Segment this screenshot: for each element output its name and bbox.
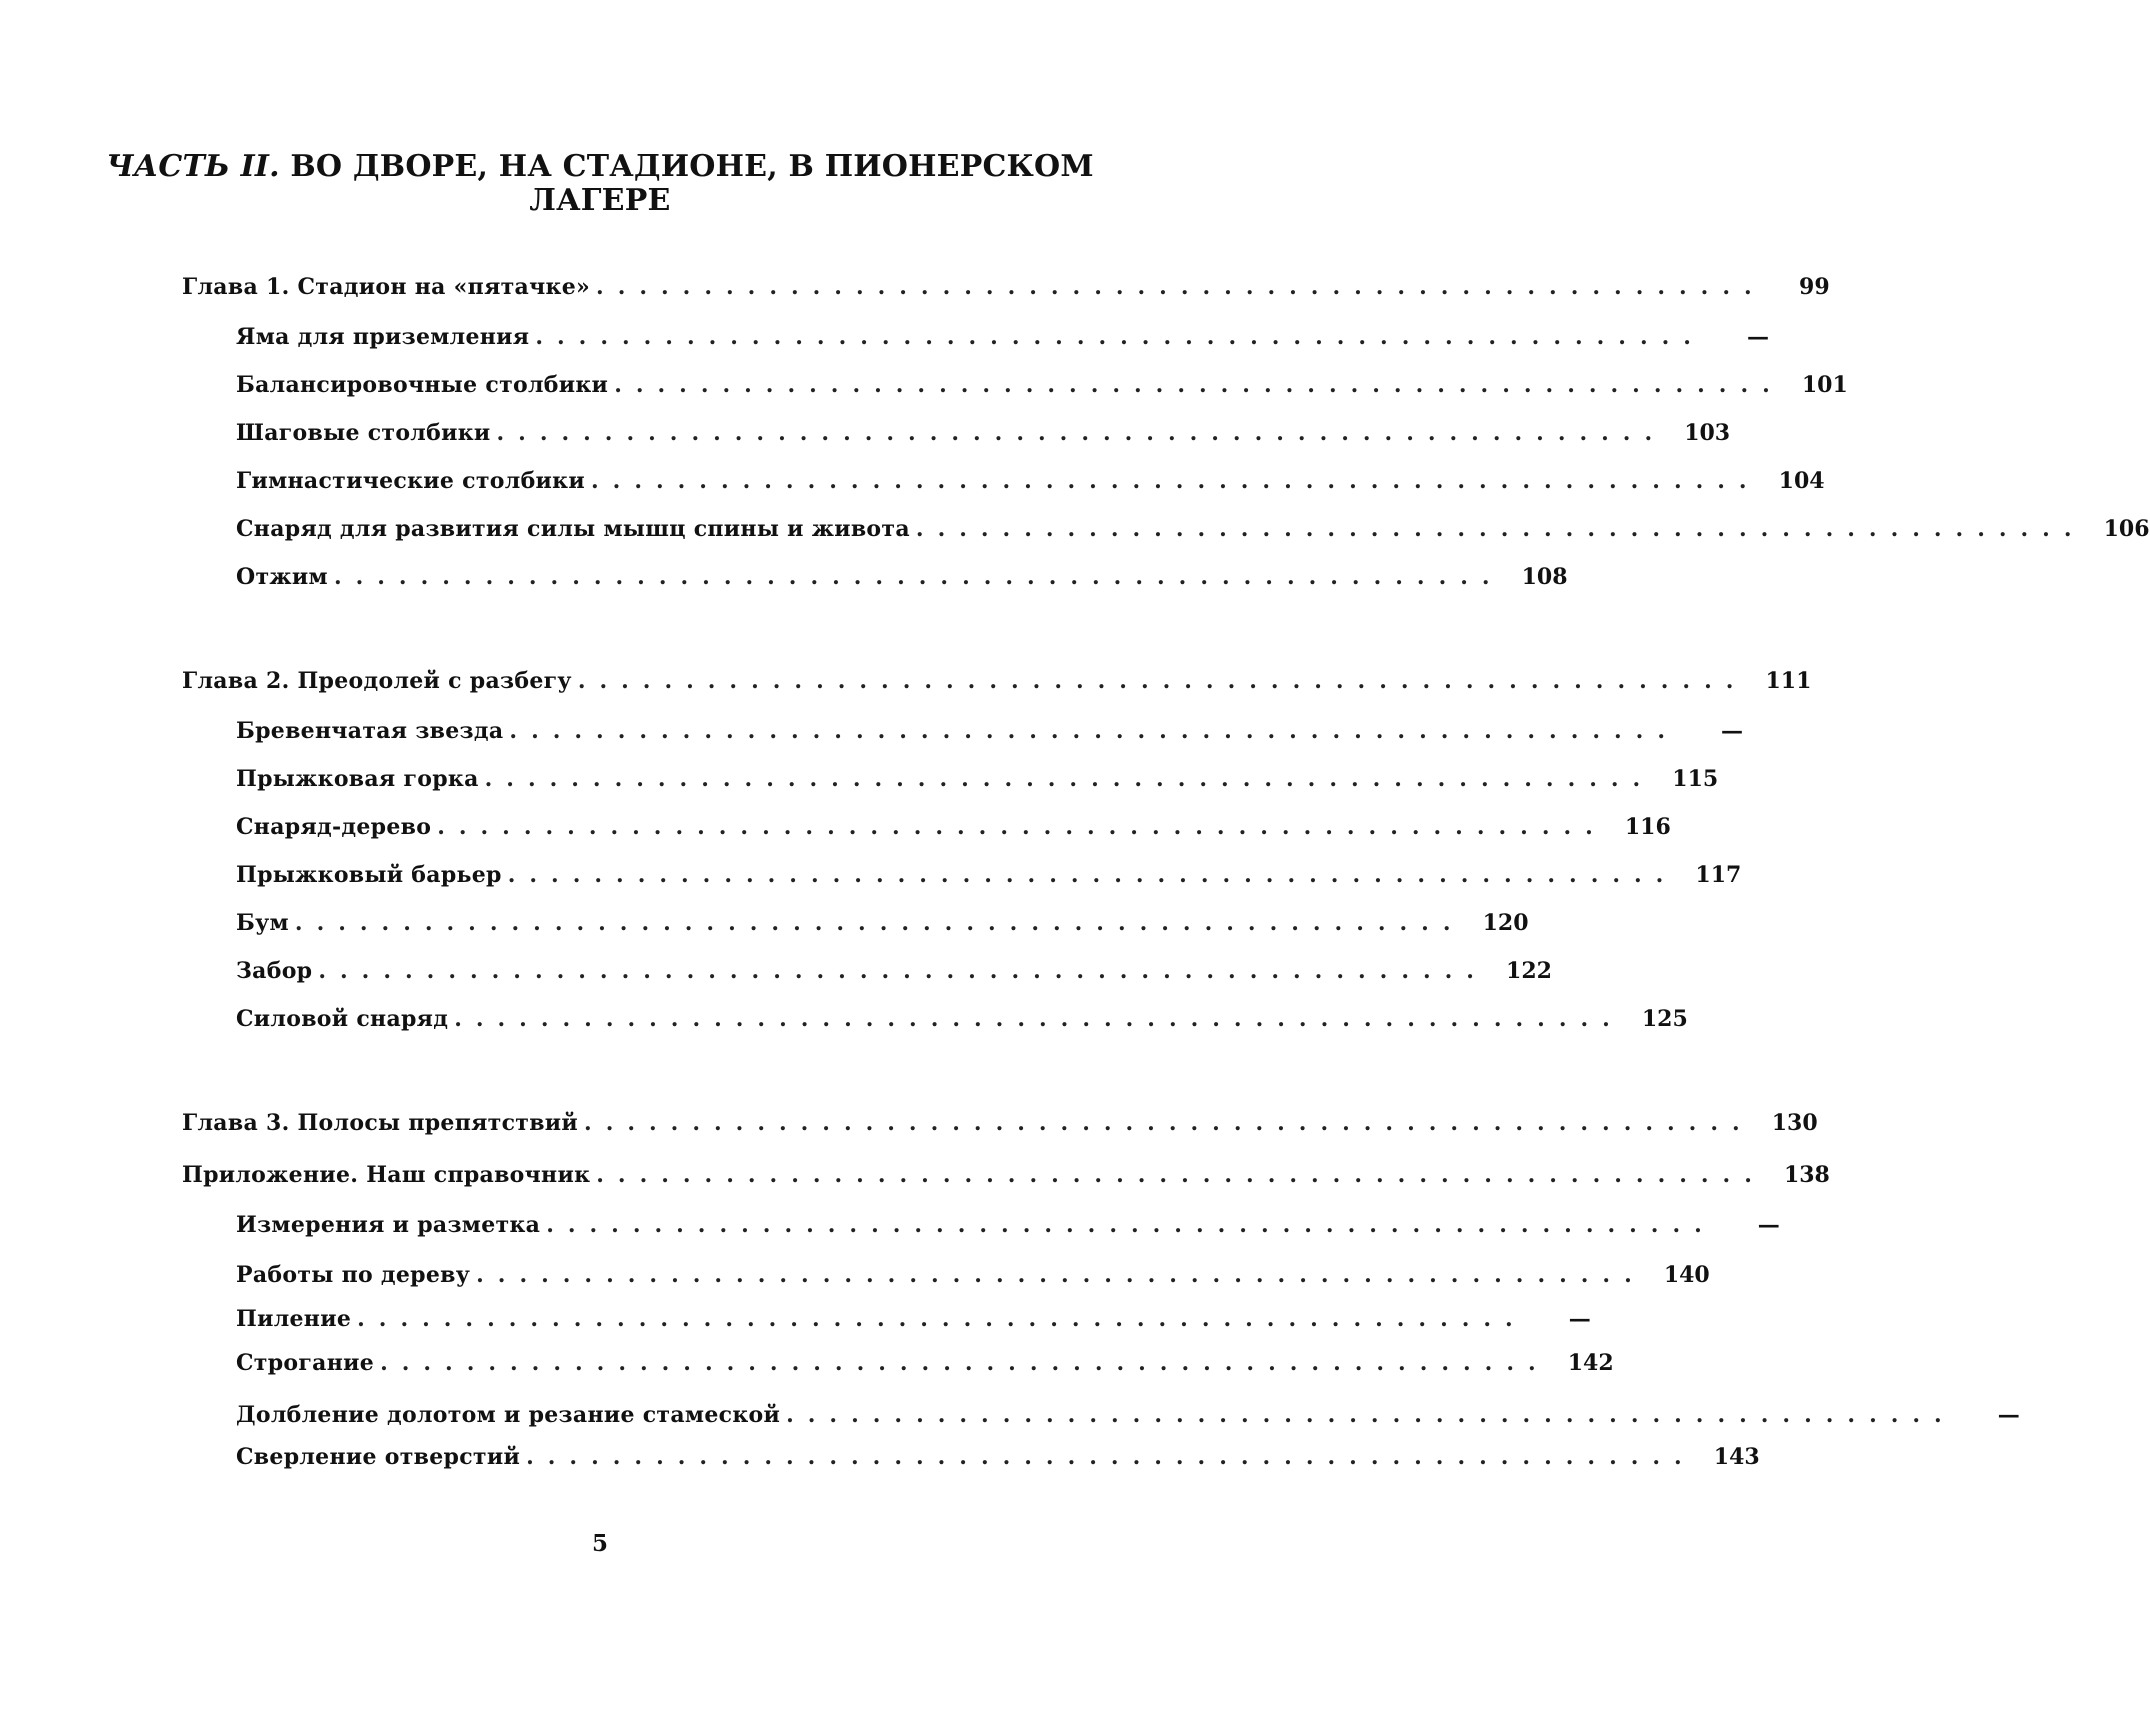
toc-entry[interactable] <box>236 1348 1614 1378</box>
toc-label: Глава 1. Стадион на «пятачке» <box>182 274 591 300</box>
toc-leader-dots: ...................................................... <box>509 718 1680 744</box>
toc-entry[interactable] <box>236 860 1742 890</box>
page-number: 5 <box>591 1530 608 1557</box>
toc-label: Гимнастические столбики <box>236 468 585 494</box>
toc-entry[interactable] <box>236 716 1744 746</box>
toc-leader-dots: ...................................................... <box>786 1402 1956 1428</box>
toc-label: Измерения и разметка <box>236 1212 541 1238</box>
toc-page: 108 <box>1521 564 1568 590</box>
toc-entry[interactable] <box>236 764 1719 794</box>
toc-leader-dots: ...................................................... <box>614 372 1784 398</box>
toc-entry[interactable] <box>236 514 2150 544</box>
toc-label: Глава 2. Преодолей с разбегу <box>182 668 572 694</box>
toc-page: 111 <box>1765 668 1812 694</box>
toc-label: Отжим <box>236 564 328 590</box>
toc-page: — <box>1568 1306 1591 1332</box>
toc-label: Строгание <box>236 1350 375 1376</box>
toc-page: — <box>1746 324 1769 350</box>
toc-label: Снаряд-дерево <box>236 814 432 840</box>
toc-leader-dots: ...................................................... <box>476 1262 1646 1288</box>
toc-page: 140 <box>1663 1262 1710 1288</box>
toc-entry[interactable] <box>236 562 1568 592</box>
toc-page: 117 <box>1695 862 1742 888</box>
toc-chapter-3[interactable] <box>182 1108 1818 1138</box>
toc-leader-dots: ...................................................... <box>437 814 1607 840</box>
toc-appendix[interactable] <box>182 1160 1830 1190</box>
toc-label: Долбление долотом и резание стамеской <box>236 1402 781 1428</box>
toc-entry[interactable] <box>236 322 1769 352</box>
toc-leader-dots: ...................................................... <box>380 1350 1550 1376</box>
toc-entry[interactable] <box>236 1442 1760 1472</box>
toc-label: Шаговые столбики <box>236 420 491 446</box>
toc-page: 120 <box>1482 910 1529 936</box>
toc-leader-dots: ...................................................... <box>496 420 1667 446</box>
toc-label: Бревенчатая звезда <box>236 718 504 744</box>
toc-leader-dots: ...................................................... <box>915 516 2086 542</box>
toc-page: 116 <box>1624 814 1671 840</box>
toc-page: 99 <box>1799 274 1830 300</box>
toc-leader-dots: ...................................................... <box>318 958 1488 984</box>
toc-label: Глава 3. Полосы препятствий <box>182 1110 579 1136</box>
toc-entry[interactable] <box>236 466 1825 496</box>
toc-leader-dots: ...................................................... <box>484 766 1655 792</box>
toc-entry[interactable] <box>236 1004 1688 1034</box>
toc-label: Прыжковый барьер <box>236 862 502 888</box>
toc-entry[interactable] <box>236 956 1552 986</box>
toc-entry[interactable] <box>236 418 1731 448</box>
title-line-1 <box>0 150 1200 184</box>
toc-leader-dots: ...................................................... <box>526 1444 1696 1470</box>
toc-chapter-1[interactable] <box>182 272 1830 302</box>
toc-label: Пиление <box>236 1306 352 1332</box>
toc-page: 115 <box>1672 766 1719 792</box>
toc-leader-dots: ...................................................... <box>577 668 1748 694</box>
toc-leader-dots: ...................................................... <box>584 1110 1754 1136</box>
toc-label: Работы по дереву <box>236 1262 471 1288</box>
toc-label: Приложение. Наш справочник <box>182 1162 591 1188</box>
title-text: ВО ДВОРЕ, НА СТАДИОНЕ, В ПИОНЕРСКОМ <box>279 149 1094 184</box>
toc-leader-dots: ...................................................... <box>591 468 1761 494</box>
toc-page: 130 <box>1771 1110 1818 1136</box>
toc-page: 122 <box>1506 958 1552 984</box>
toc-leader-dots: ...................................................... <box>546 1212 1716 1238</box>
toc-label: Сверление отверстий <box>236 1444 521 1470</box>
toc-leader-dots: ...................................................... <box>294 910 1465 936</box>
toc-entry[interactable] <box>236 1400 2020 1430</box>
toc-label: Балансировочные столбики <box>236 372 609 398</box>
toc-leader-dots: ...................................................... <box>535 324 1705 350</box>
toc-page: 101 <box>1801 372 1848 398</box>
toc-label: Бум <box>236 910 289 936</box>
page-title <box>0 150 1200 218</box>
toc-label: Снаряд для развития силы мышц спины и живота <box>236 516 910 542</box>
toc-entry[interactable] <box>236 812 1671 842</box>
toc-leader-dots: ...................................................... <box>357 1306 1527 1332</box>
toc-page: — <box>1997 1402 2020 1428</box>
toc-entry[interactable] <box>236 1210 1780 1240</box>
toc-entry[interactable] <box>236 908 1529 938</box>
toc-label: Яма для приземления <box>236 324 530 350</box>
toc-page: 125 <box>1641 1006 1688 1032</box>
toc-label: Прыжковая горка <box>236 766 479 792</box>
toc-page: 104 <box>1778 468 1825 494</box>
toc-page: 106 <box>2103 516 2150 542</box>
toc-entry[interactable] <box>236 1260 1710 1290</box>
toc-entry[interactable] <box>236 370 1848 400</box>
toc-page: 103 <box>1684 420 1731 446</box>
toc-page: 142 <box>1567 1350 1614 1376</box>
title-line-2: ЛАГЕРЕ <box>529 183 671 218</box>
toc-leader-dots: ...................................................... <box>596 1162 1766 1188</box>
toc-leader-dots: ...................................................... <box>454 1006 1624 1032</box>
toc-page: — <box>1721 718 1744 744</box>
toc-leader-dots: ...................................................... <box>333 564 1504 590</box>
toc-chapter-2[interactable] <box>182 666 1812 696</box>
toc-leader-dots: ...................................................... <box>596 274 1766 300</box>
toc-leader-dots: ...................................................... <box>507 862 1678 888</box>
title-part-label: ЧАСТЬ II. <box>106 149 280 184</box>
toc-page: — <box>1757 1212 1780 1238</box>
toc-label: Силовой снаряд <box>236 1006 449 1032</box>
toc-page: 138 <box>1783 1162 1830 1188</box>
toc-label: Забор <box>236 958 313 984</box>
toc-entry[interactable] <box>236 1304 1591 1334</box>
toc-page: 143 <box>1713 1444 1760 1470</box>
